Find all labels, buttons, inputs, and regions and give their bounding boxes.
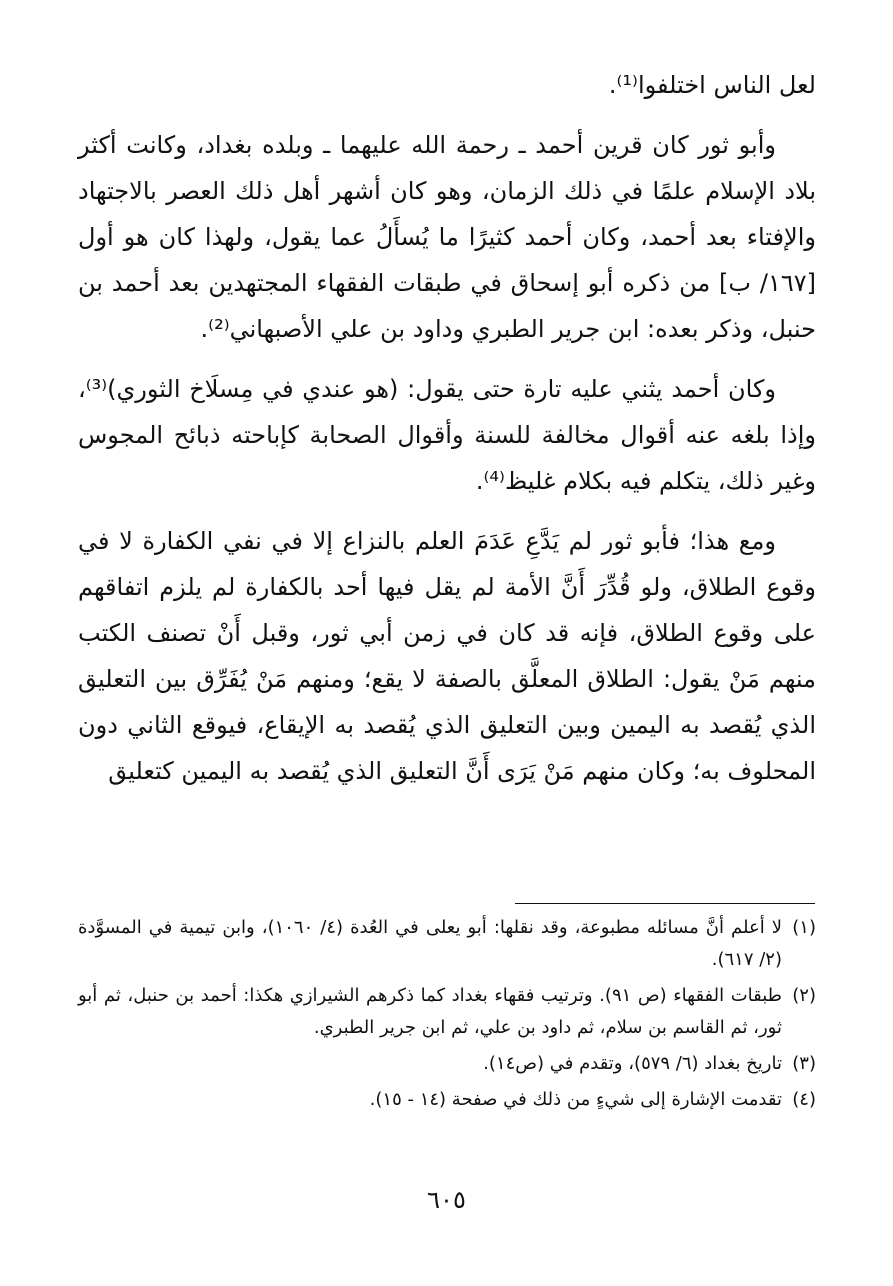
footnote-number: (٢) [792, 985, 816, 1006]
footnote-text: لا أعلم أنَّ مسائله مطبوعة، وقد نقلها: أبو يعلى في العُدة (٤/ ١٠٦٠)، وابن تيمية في المسوَّدة (٢/ ٦١٧). [78, 917, 782, 970]
paragraph-4: ومع هذا؛ فأبو ثور لم يَدَّعِ عَدَمَ العلم بالنزاع إلا في نفي الكفارة لا في وقوع الطلاق، ولو قُدِّرَ أَنَّ الأمة لم يقل فيها أحد بالكفارة لم يلزم اتفاقهم على وقوع الطلاق، فإنه قد كان في زمن أبي ثور، وقبل أَنْ تصنف الكتب منهم مَنْ يقول: الطلاق المعلَّق بالصفة لا يقع؛ ومنهم مَنْ يُفَرِّق بين التعليق الذي يُقصد به اليمين وبين التعليق الذي يُقصد به الإيقاع، فيوقع الثاني دون المحلوف به؛ وكان منهم مَنْ يَرَى أَنَّ التعليق الذي يُقصد به اليمين كتعليق [78, 527, 816, 785]
footnote-4 [78, 1084, 816, 1116]
footnote-text: طبقات الفقهاء (ص ٩١). وترتيب فقهاء بغداد كما ذكرهم الشيرازي هكذا: أحمد بن حنبل، ثم أبو ثور، ثم القاسم بن سلام، ثم داود بن علي، ثم ابن جرير الطبري. [78, 985, 783, 1038]
footnote-1 [78, 912, 816, 976]
footnote-2 [78, 980, 816, 1044]
paragraph-1: لعل الناس اختلفوا⁽¹⁾. [608, 71, 816, 99]
page-number: ٦٠٥ [427, 1186, 466, 1214]
body-text [78, 62, 816, 794]
footnote-3 [78, 1048, 816, 1080]
footnote-text: تقدمت الإشارة إلى شيءٍ من ذلك في صفحة (١٤ - ١٥). [369, 1089, 782, 1110]
footnote-number: (٤) [792, 1089, 816, 1110]
footnote-number: (١) [792, 917, 816, 938]
footnote-text: تاريخ بغداد (٦/ ٥٧٩)، وتقدم في (ص١٤). [483, 1053, 782, 1074]
footnote-divider [515, 903, 815, 904]
footnote-number: (٣) [792, 1053, 816, 1074]
paragraph-3: وكان أحمد يثني عليه تارة حتى يقول: (هو عندي في مِسلَاخ الثوري)⁽³⁾، وإذا بلغه عنه أقوال مخالفة للسنة وأقوال الصحابة كإباحته ذبائح المجوس وغير ذلك، يتكلم فيه بكلام غليظ⁽⁴⁾. [78, 375, 816, 495]
main-text-block [78, 62, 816, 808]
footnotes-section [78, 912, 816, 1120]
paragraph-2: وأبو ثور كان قرين أحمد ـ رحمة الله عليهما ـ وبلده بغداد، وكانت أكثر بلاد الإسلام علمًا في ذلك الزمان، وهو كان أشهر أهل ذلك العصر بالاجتهاد والإفتاء بعد أحمد، وكان أحمد كثيرًا ما يُسأَلُ عما يقول، ولهذا كان هو أول [١٦٧/ ب] من ذكره أبو إسحاق في طبقات الفقهاء المجتهدين بعد أحمد بن حنبل، وذكر بعده: ابن جرير الطبري وداود بن علي الأصبهاني⁽²⁾. [78, 131, 816, 343]
